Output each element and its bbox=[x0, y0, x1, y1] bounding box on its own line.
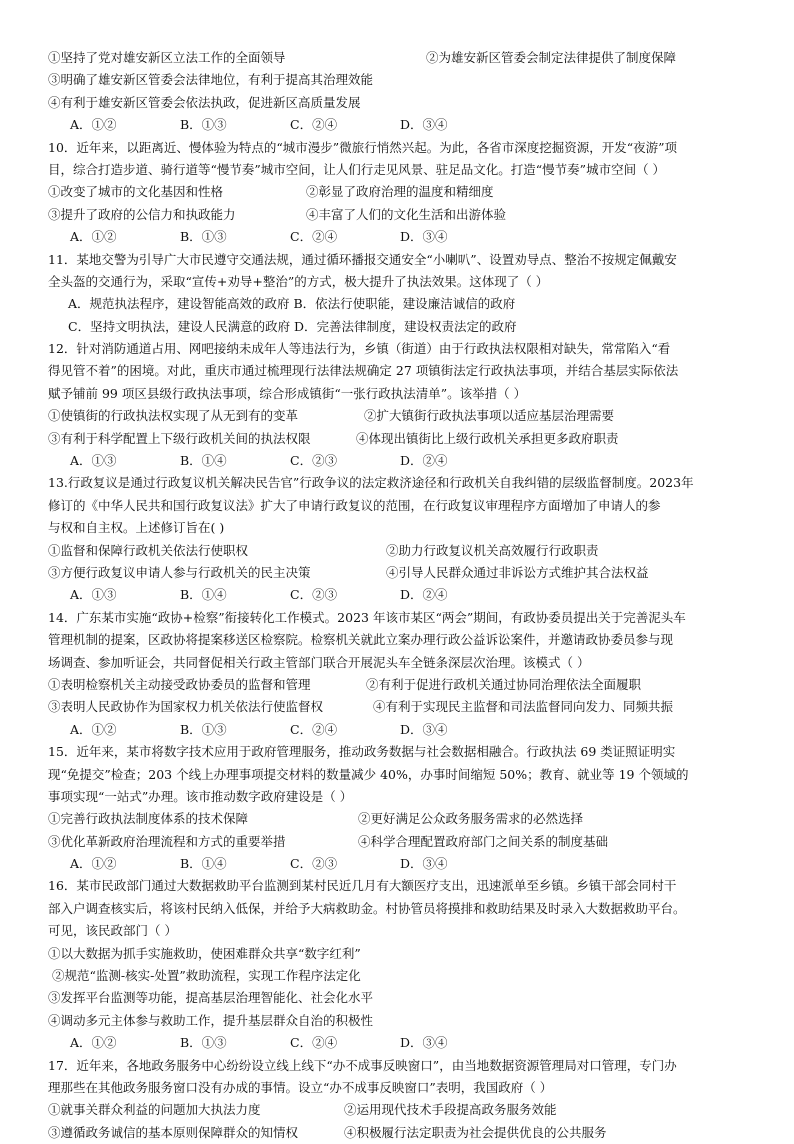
q12-statement-row bbox=[48, 428, 748, 450]
q15-stem-line: 事项实现“一站式”办理。该市推动数字政府建设是（ ） bbox=[48, 788, 353, 804]
q13-option-c: C．②③ bbox=[290, 587, 338, 603]
q9-option-a: A．①② bbox=[70, 117, 117, 133]
q16-option-a: A．①② bbox=[70, 1035, 117, 1051]
exam-page bbox=[48, 47, 748, 1144]
q14-statement-1: ①表明检察机关主动接受政协委员的监督和管理 bbox=[48, 676, 311, 692]
q12-statement-2: ②扩大镇街行政执法事项以适应基层治理需要 bbox=[364, 408, 615, 424]
q16-statement-4: ④调动多元主体参与救助工作，提升基层群众自治的积极性 bbox=[48, 1012, 374, 1028]
q14-option-a: A．①② bbox=[70, 721, 117, 737]
q13-stem-line: 与权和自主权。上述修订旨在( ) bbox=[48, 520, 225, 536]
q13-statement-2: ②助力行政复议机关高效履行行政职责 bbox=[386, 542, 599, 558]
q17-stem-line: 17．近年来，各地政务服务中心纷纷设立线上线下“办不成事反映窗口”，由当地数据资源管理局对口管理，专门办 bbox=[48, 1057, 677, 1073]
q14-options bbox=[48, 719, 748, 741]
q12-stem-line: 12．针对消防通道占用、网吧接纳未成年人等违法行为，乡镇（街道）由于行政执法权限相对缺失，常常陷入“看 bbox=[48, 341, 671, 357]
q13-statement-row bbox=[48, 540, 748, 562]
q17-stem-line: 理那些在其他政务服务窗口没有办成的事情。设立“办不成事反映窗口”表明，我国政府（ ） bbox=[48, 1079, 553, 1095]
q17-statement-4: ④积极履行法定职责为社会提供优良的公共服务 bbox=[344, 1124, 607, 1140]
q9-statement-row bbox=[48, 47, 748, 69]
q14-stem-line: 场调查、参加听证会，共同督促相关行政主管部门联合开展泥头车全链条深层次治理。该模式（ ） bbox=[48, 654, 590, 670]
q10-statement-2: ②彰显了政府治理的温度和精细度 bbox=[306, 184, 494, 200]
q12-statement-4: ④体现出镇街比上级行政机关承担更多政府职责 bbox=[356, 430, 619, 446]
q14-statement-row bbox=[48, 696, 748, 718]
q12-option-c: C．②③ bbox=[290, 453, 338, 469]
q16-option-c: C．②④ bbox=[290, 1035, 338, 1051]
q12-options bbox=[48, 450, 748, 472]
q10-statement-3: ③提升了政府的公信力和执政能力 bbox=[48, 206, 236, 222]
q9-option-c: C．②④ bbox=[290, 117, 338, 133]
q10-option-d: D．③④ bbox=[400, 229, 448, 245]
q10-options bbox=[48, 226, 748, 248]
q9-option-b: B．①③ bbox=[180, 117, 227, 133]
q13-options bbox=[48, 584, 748, 606]
q10-option-a: A．①② bbox=[70, 229, 117, 245]
q12-stem-line: 得见管不着”的困境。对此，重庆市通过梳理现行法律法规确定 27 项镇街法定行政执法事项，并结合基层实际依法 bbox=[48, 363, 679, 379]
q16-stem-line: 部入户调查核实后，将该村民纳入低保，并给予大病救助金。村协管员将摸排和救助结果及时录入大数据救助平台。 bbox=[48, 900, 686, 916]
q10-option-b: B．①③ bbox=[180, 229, 227, 245]
q15-statement-4: ④科学合理配置政府部门之间关系的制度基础 bbox=[358, 833, 609, 849]
q15-stem-line: 15．近年来，某市将数字技术应用于政府管理服务，推动政务数据与社会数据相融合。行政执法 69 类证照证明实 bbox=[48, 744, 676, 760]
q16-option-d: D．③④ bbox=[400, 1035, 448, 1051]
q14-stem-line: 14．广东某市实施“政协+检察”衔接转化工作模式。2023 年该市某区“两会”期间，有政协委员提出关于完善泥头车 bbox=[48, 609, 686, 625]
q16-options bbox=[48, 1032, 748, 1054]
q13-stem-line: 修订的《中华人民共和国行政复议法》扩大了申请行政复议的范围，在行政复议审理程序方面增加了申请人的参 bbox=[48, 497, 661, 513]
q12-stem-line: 赋予铺前 99 项区县级行政执法事项，综合形成镇街“一张行政执法清单”。该举措（ ） bbox=[48, 385, 527, 401]
q16-statement-3: ③发挥平台监测等功能，提高基层治理智能化、社会化水平 bbox=[48, 990, 374, 1006]
q17-statement-row bbox=[48, 1122, 748, 1144]
q12-option-a: A．①③ bbox=[70, 453, 117, 469]
q10-option-c: C．②④ bbox=[290, 229, 338, 245]
q11-options-cd: C．坚持文明执法，建设人民满意的政府 D．完善法律制度，建设权责法定的政府 bbox=[68, 318, 517, 334]
q9-statement-2: ②为雄安新区管委会制定法律提供了制度保障 bbox=[426, 50, 677, 65]
q17-statement-2: ②运用现代技术手段提高政务服务效能 bbox=[344, 1102, 557, 1118]
q13-statement-3: ③方便行政复议申请人参与行政机关的民主决策 bbox=[48, 564, 311, 580]
q15-statement-1: ①完善行政执法制度体系的技术保障 bbox=[48, 811, 249, 827]
q10-statement-row bbox=[48, 181, 748, 203]
q10-stem-line: 10．近年来，以距离近、慢体验为特点的“城市漫步”微旅行悄然兴起。为此，各省市深度挖掘资源，开发“夜游”项 bbox=[48, 139, 677, 155]
q14-option-d: D．③④ bbox=[400, 721, 448, 737]
q15-statement-row bbox=[48, 831, 748, 853]
q11-options-ab: A．规范执法程序，建设智能高效的政府 B．依法行使职能，建设廉洁诚信的政府 bbox=[68, 296, 516, 312]
q13-statement-4: ④引导人民群众通过非诉讼方式维护其合法权益 bbox=[386, 564, 649, 580]
q15-stem-line: 现“免提交”检查；203 个线上办理事项提交材料的数量减少 40%，办事时间缩短 50%；教育、就业等 19 个领域的 bbox=[48, 766, 689, 782]
q13-option-a: A．①③ bbox=[70, 587, 117, 603]
q14-option-c: C．②④ bbox=[290, 721, 338, 737]
q17-statement-3: ③遵循政务诚信的基本原则保障群众的知情权 bbox=[48, 1124, 299, 1140]
q12-statement-row bbox=[48, 405, 748, 427]
q13-option-d: D．②④ bbox=[400, 587, 448, 603]
q13-option-b: B．①④ bbox=[180, 587, 227, 603]
q15-option-c: C．②③ bbox=[290, 856, 338, 872]
q13-statement-row bbox=[48, 562, 748, 584]
q9-statement-3: ③明确了雄安新区管委会法律地位，有利于提高其治理效能 bbox=[48, 72, 374, 88]
q9-option-d: D．③④ bbox=[400, 117, 448, 133]
q16-stem-line: 16．某市民政部门通过大数据救助平台监测到某村民近几月有大额医疗支出，迅速派单至乡镇。乡镇干部会同村干 bbox=[48, 878, 677, 894]
q15-option-d: D．③④ bbox=[400, 856, 448, 872]
q14-statement-2: ②有利于促进行政机关通过协同治理依法全面履职 bbox=[366, 676, 642, 692]
q11-stem-line: 11．某地交警为引导广大市民遵守交通法规，通过循环播报交通安全“小喇叭”、设置劝导点、整治不按规定佩戴安 bbox=[48, 251, 677, 267]
q10-statement-4: ④丰富了人们的文化生活和出游体验 bbox=[306, 206, 507, 222]
q10-statement-1: ①改变了城市的文化基因和性格 bbox=[48, 184, 224, 200]
q9-statement-4: ④有利于雄安新区管委会依法执政，促进新区高质量发展 bbox=[48, 94, 361, 110]
q16-option-b: B．①③ bbox=[180, 1035, 227, 1051]
q17-statement-1: ①就事关群众利益的问题加大执法力度 bbox=[48, 1102, 261, 1118]
q17-statement-row bbox=[48, 1099, 748, 1121]
q14-option-b: B．①③ bbox=[180, 721, 227, 737]
q14-statement-3: ③表明人民政协作为国家权力机关依法行使监督权 bbox=[48, 699, 324, 715]
q15-statement-3: ③优化革新政府治理流程和方式的重要举措 bbox=[48, 833, 286, 849]
q16-statement-1: ①以大数据为抓手实施救助，使困难群众共享“数字红利” bbox=[48, 945, 361, 961]
q9-options bbox=[48, 114, 748, 136]
q16-statement-2: ②规范“监测-核实-处置”救助流程，实现工作程序法定化 bbox=[52, 968, 361, 984]
q13-statement-1: ①监督和保障行政机关依法行使职权 bbox=[48, 542, 249, 558]
q10-statement-row bbox=[48, 204, 748, 226]
q10-stem-line: 目，综合打造步道、骑行道等“慢节奏”城市空间，让人们行走见风景、驻足品文化。打造“慢节奏”城市空间（ ） bbox=[48, 161, 666, 177]
q12-statement-3: ③有利于科学配置上下级行政机关间的执法权限 bbox=[48, 430, 311, 446]
q15-options bbox=[48, 853, 748, 875]
q12-statement-1: ①使镇街的行政执法权实现了从无到有的变革 bbox=[48, 408, 299, 424]
q15-statement-2: ②更好满足公众政务服务需求的必然选择 bbox=[358, 811, 584, 827]
q12-option-b: B．①④ bbox=[180, 453, 227, 469]
q15-option-b: B．①④ bbox=[180, 856, 227, 872]
q11-stem-line: 全头盔的交通行为，采取“宣传+劝导+整治”的方式，极大提升了执法效果。这体现了（ ） bbox=[48, 273, 549, 289]
q14-statement-4: ④有利于实现民主监督和司法监督同向发力、同频共振 bbox=[373, 699, 674, 715]
q14-statement-row bbox=[48, 674, 748, 696]
q12-option-d: D．②④ bbox=[400, 453, 448, 469]
q13-stem-line: 13.行政复议是通过行政复议机关解决民告官”行政争议的法定救济途径和行政机关自我纠错的层级监督制度。2023年 bbox=[48, 475, 694, 491]
q15-statement-row bbox=[48, 808, 748, 830]
q9-statement-1: ①坚持了党对雄安新区立法工作的全面领导 bbox=[48, 50, 286, 65]
q14-stem-line: 管理机制的提案，区政协将提案移送区检察院。检察机关就此立案办理行政公益诉讼案件，并邀请政协委员参与现 bbox=[48, 632, 674, 648]
q15-option-a: A．①② bbox=[70, 856, 117, 872]
q16-stem-line: 可见，该民政部门（ ） bbox=[48, 923, 177, 939]
